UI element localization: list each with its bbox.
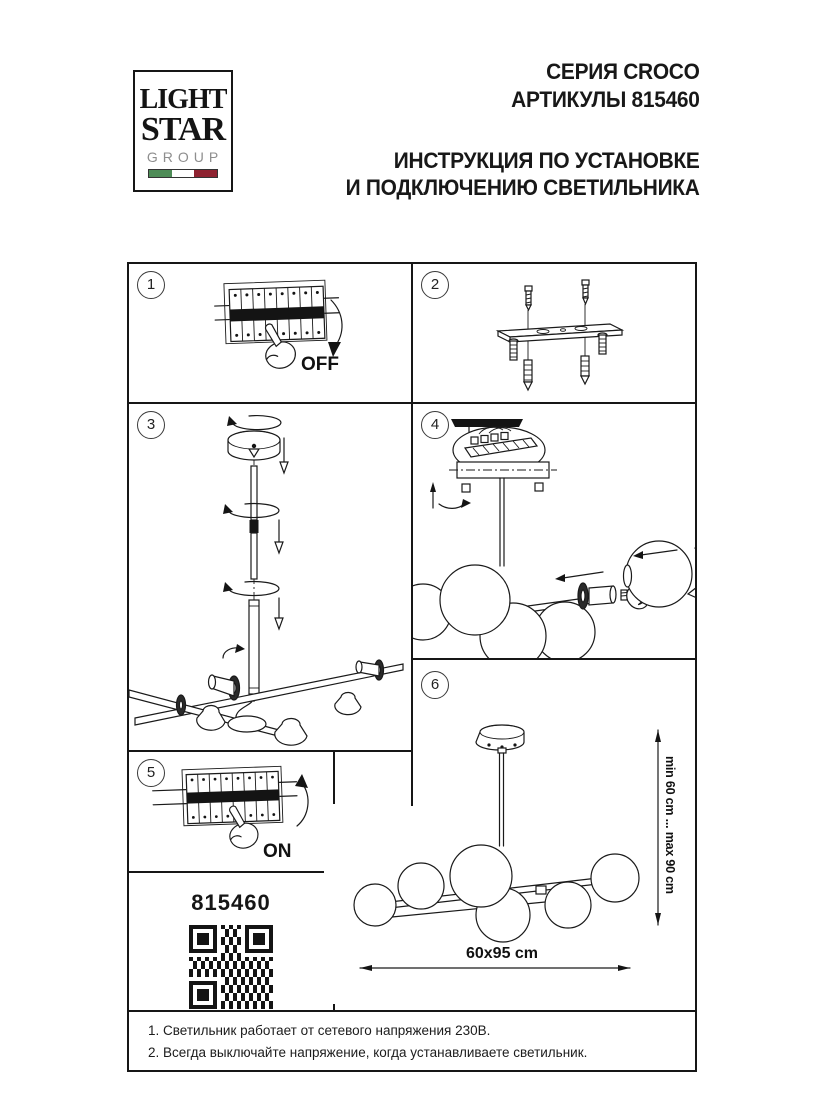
flag-green bbox=[149, 170, 172, 177]
step-5-panel bbox=[127, 750, 335, 873]
circuit-breaker-on-drawing bbox=[129, 752, 333, 871]
italian-flag-bar bbox=[148, 169, 218, 178]
flag-red bbox=[194, 170, 217, 177]
glass-globe bbox=[626, 541, 692, 607]
logo-word-group: GROUP bbox=[146, 149, 224, 165]
glass-globe bbox=[354, 884, 396, 926]
instruction-title-line1: ИНСТРУКЦИЯ ПО УСТАНОВКЕ bbox=[394, 148, 700, 173]
turn-off-arrow bbox=[331, 300, 342, 345]
glass-globe bbox=[591, 854, 639, 902]
glass-globe bbox=[545, 882, 591, 928]
wall-anchor-icon bbox=[524, 360, 532, 390]
circuit-breaker-off-drawing bbox=[129, 264, 411, 402]
flag-white bbox=[172, 170, 194, 177]
threaded-stud-icon bbox=[598, 333, 607, 354]
threaded-stud-icon bbox=[509, 339, 518, 360]
step-5-number: 5 bbox=[137, 759, 165, 787]
panel-6-partial-border bbox=[411, 658, 413, 806]
lightstar-logo bbox=[133, 70, 233, 192]
wiring-canopy-drawing bbox=[413, 404, 693, 658]
glass-globe bbox=[440, 565, 510, 635]
safety-note-2: 2. Всегда выключайте напряжение, когда устанавливаете светильник. bbox=[148, 1045, 588, 1060]
assembled-chandelier-drawing bbox=[324, 716, 704, 1016]
width-dimension-label: 60x95 cm bbox=[465, 945, 539, 962]
logo-word-star: STAR bbox=[140, 111, 226, 148]
safety-notes-box bbox=[127, 1010, 697, 1072]
mounting-plate-drawing bbox=[413, 264, 693, 402]
step-2-panel bbox=[411, 262, 697, 404]
rotate-arrow bbox=[233, 416, 281, 430]
series-title: СЕРИЯ CROCO bbox=[546, 59, 700, 84]
qr-code bbox=[189, 925, 273, 1009]
logo-word-light: LIGHT bbox=[139, 84, 227, 115]
step-4-panel bbox=[411, 402, 697, 660]
article-number: 815460 bbox=[191, 890, 271, 915]
safety-note-1: 1. Светильник работает от сетевого напряжения 230В. bbox=[148, 1023, 491, 1038]
step-6-panel bbox=[411, 658, 697, 1012]
on-label: ON bbox=[263, 841, 292, 862]
step-4-number: 4 bbox=[421, 411, 449, 439]
step-3-number: 3 bbox=[137, 411, 165, 439]
article-title: АРТИКУЛЫ 815460 bbox=[511, 87, 700, 112]
document-title bbox=[346, 58, 700, 202]
wall-anchor-icon bbox=[581, 356, 589, 384]
height-dimension-label: min 60 cm ... max 90 cm bbox=[663, 756, 677, 894]
rotate-arrow bbox=[693, 548, 697, 596]
step-1-panel bbox=[127, 262, 413, 404]
ceiling-canopy-icon bbox=[476, 725, 524, 753]
step-6-number: 6 bbox=[421, 671, 449, 699]
step-3-panel bbox=[127, 402, 413, 752]
step-2-number: 2 bbox=[421, 271, 449, 299]
turn-on-arrow bbox=[297, 783, 308, 826]
screw-icon bbox=[582, 280, 589, 304]
screw-icon bbox=[525, 286, 532, 310]
glass-globe bbox=[398, 863, 444, 909]
ceiling-canopy-icon bbox=[228, 431, 280, 460]
instruction-title-line2: И ПОДКЛЮЧЕНИЮ СВЕТИЛЬНИКА bbox=[346, 175, 700, 200]
off-label: OFF bbox=[301, 354, 339, 375]
glass-globe bbox=[450, 845, 512, 907]
rod-assembly-drawing bbox=[129, 404, 411, 750]
article-qr-panel bbox=[127, 871, 335, 1012]
step-1-number: 1 bbox=[137, 271, 165, 299]
